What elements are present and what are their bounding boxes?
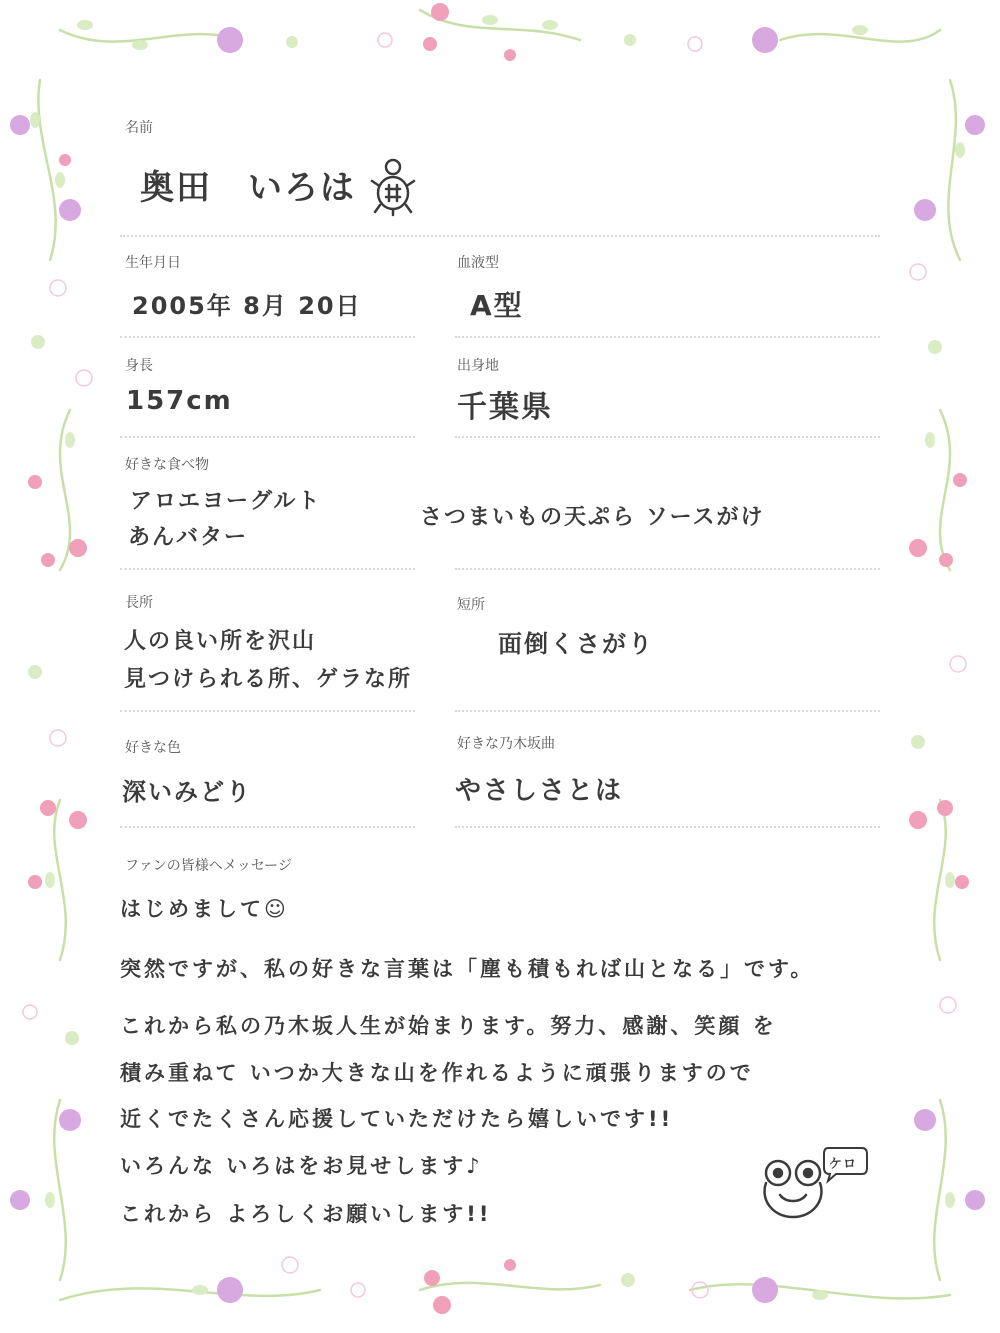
name-label: 名前 [125, 120, 153, 136]
favorite-food-line2: あんバター [128, 525, 249, 550]
height-label: 身長 [125, 358, 153, 374]
favorite-color-value: 深いみどり [122, 778, 252, 806]
blood-type-label: 血液型 [457, 255, 499, 271]
divider [120, 568, 415, 570]
divider [455, 826, 880, 828]
favorite-food-line3: さつまいもの天ぷら ソースがけ [420, 505, 765, 530]
message-line: 突然ですが、私の好きな言葉は「塵も積もれば山となる」です。 [120, 957, 815, 981]
blood-type-value: A型 [470, 289, 524, 322]
birthplace-label: 出身地 [457, 358, 499, 374]
height-value: 157cm [126, 386, 233, 416]
message-line: 近くでたくさん応援していただけたら嬉しいです!! [120, 1107, 674, 1131]
message-line: これから よろしくお願いします!! [120, 1202, 492, 1226]
name-value: 奥田 いろは [140, 168, 356, 208]
birthday-value: 2005年 8月 20日 [132, 292, 362, 320]
favorite-song-value: やさしさとは [455, 776, 624, 806]
favorite-song-label: 好きな乃木坂曲 [457, 736, 555, 752]
divider [120, 235, 880, 237]
favorite-color-label: 好きな色 [125, 740, 181, 756]
divider [120, 336, 415, 338]
message-label: ファンの皆様へメッセージ [125, 858, 292, 874]
divider [455, 436, 880, 438]
weaknesses-label: 短所 [457, 597, 485, 613]
divider [120, 826, 415, 828]
divider [120, 436, 415, 438]
birthplace-value: 千葉県 [457, 390, 553, 425]
birthday-label: 生年月日 [125, 255, 181, 271]
strengths-line2: 見つけられる所、ゲラな所 [124, 667, 413, 692]
speech-bubble-text: ケロ [829, 1157, 858, 1172]
weaknesses-value: 面倒くさがり [498, 630, 654, 658]
favorite-food-label: 好きな食べ物 [125, 457, 209, 473]
favorite-food-line1: アロエヨーグルト [130, 489, 322, 514]
strengths-label: 長所 [125, 595, 153, 611]
divider [120, 710, 415, 712]
turtle-icon [370, 155, 416, 217]
divider [455, 568, 880, 570]
message-line: はじめまして☺ [120, 897, 289, 921]
strengths-line1: 人の良い所を沢山 [124, 629, 317, 654]
message-line: 積み重ねて いつか大きな山を作れるように頑張りますので [120, 1061, 754, 1085]
divider [455, 710, 880, 712]
divider [455, 336, 880, 338]
message-line: これから私の乃木坂人生が始まります。努力、感謝、笑顔 を [120, 1014, 777, 1038]
message-line: いろんな いろはをお見せします♪ [120, 1154, 483, 1178]
